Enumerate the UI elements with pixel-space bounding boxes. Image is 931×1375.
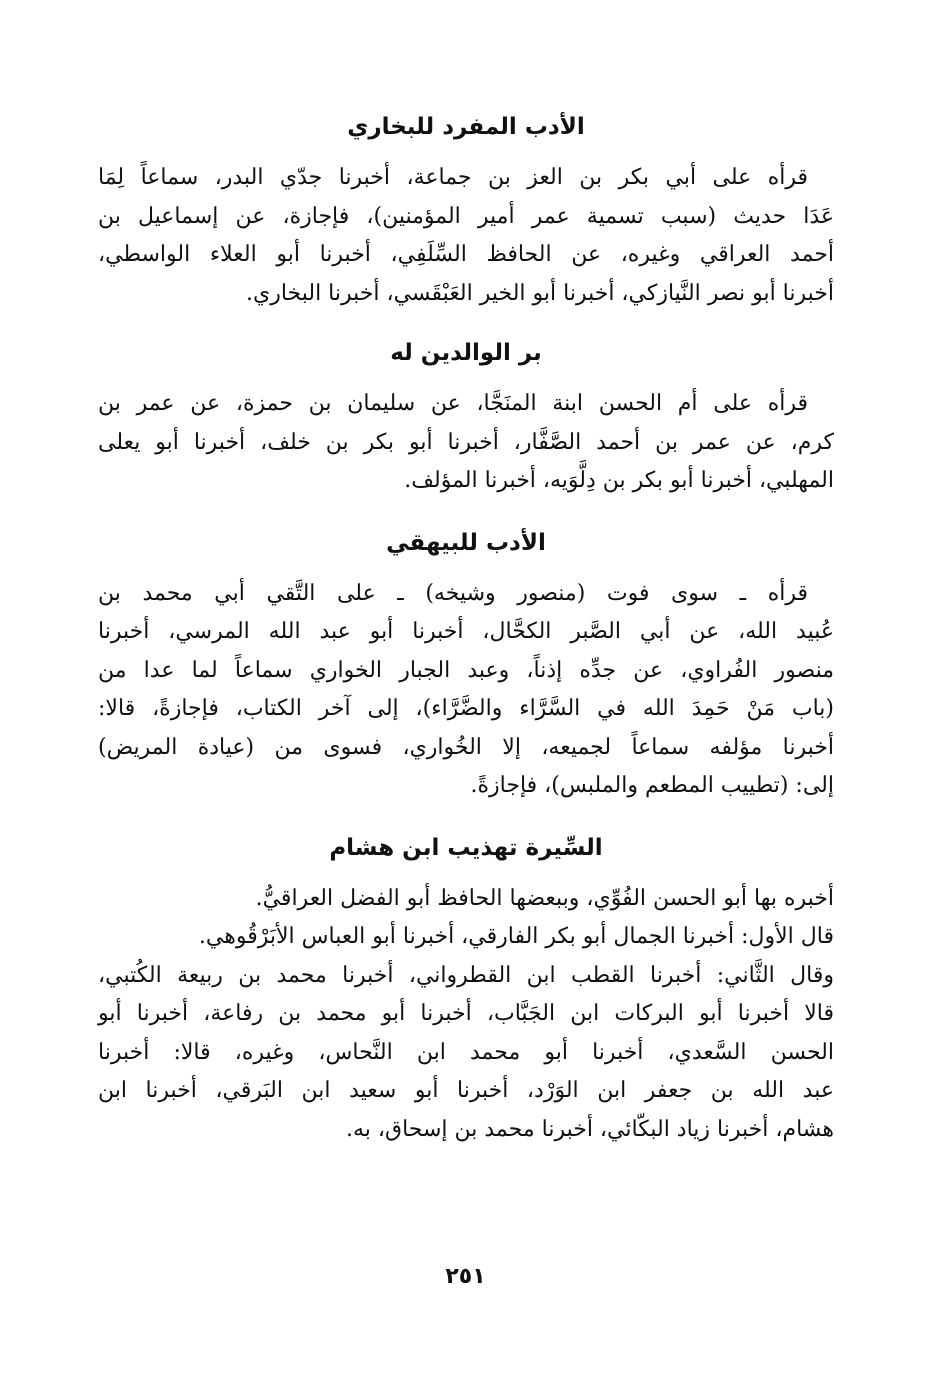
text-line: أخبره بها أبو الحسن الفُوِّي، وببعضها الحافظ أبو الفضل العراقيُّ. [255, 885, 834, 911]
text-line: الحسن السَّعدي، أخبرنا أبو محمد ابن النَّحاس، وغيره، قالا: أخبرنا [98, 1039, 834, 1065]
text-line: إلى: (تطييب المطعم والملبس)، فإجازةً. [470, 773, 834, 798]
section-adab-bayhaqi [98, 521, 834, 806]
section-adab-mufrad [98, 105, 834, 313]
section-paragraph [98, 159, 834, 313]
text-line: قرأه ـ سوى فوت (منصور وشيخه) ـ على التَّقي أبي محمد بن [98, 580, 808, 606]
text-line: وقال الثَّاني: أخبرنا القطب ابن القطرواني، أخبرنا محمد بن ربيعة الكُتبي، [98, 962, 834, 988]
section-sira-ibn-hisham [98, 826, 834, 1150]
text-line: كرم، عن عمر بن أحمد الصَّفَّار، أخبرنا أبو بكر بن خلف، أخبرنا أبو يعلى [98, 429, 834, 455]
text-line: أحمد العراقي وغيره، عن الحافظ السِّلَفِي، أخبرنا أبو العلاء الواسطي، [98, 242, 834, 267]
text-line: أخبرنا مؤلفه سماعاً لجميعه، إلا الخُواري، فسوى من (عيادة المريض) [98, 734, 834, 760]
text-line: عُبيد الله، عن أبي الصَّبر الكحَّال، أخبرنا أبو عبد الله المرسي، أخبرنا [98, 619, 834, 644]
text-line: قال الأول: أخبرنا الجمال أبو بكر الفارقي، أخبرنا أبو العباس الأبَرْقُوهي. [198, 924, 834, 949]
section-heading: الأدب المفرد للبخاري [347, 114, 585, 140]
text-line: عبد الله بن جعفر ابن الوَرْد، أخبرنا أبو سعيد ابن البَرقي، أخبرنا ابن [98, 1078, 834, 1103]
section-paragraph [98, 385, 834, 501]
section-birr-walidayn [98, 331, 834, 501]
section-heading: بر الوالدين له [390, 340, 542, 366]
page-number: ٢٥١ [445, 1264, 486, 1289]
text-line: المهلبي، أخبرنا أبو بكر بن دِلَّوَيه، أخبرنا المؤلف. [404, 468, 834, 493]
section-heading: الأدب للبيهقي [386, 529, 546, 556]
text-line: هشام، أخبرنا زياد البكّائي، أخبرنا محمد بن إسحاق، به. [346, 1116, 834, 1142]
section-paragraph [98, 575, 834, 806]
text-line: قرأه على أم الحسن ابنة المنَجَّا، عن سليمان بن حمزة، عن عمر بن [98, 391, 808, 416]
text-line: أخبرنا أبو نصر النَّيازكي، أخبرنا أبو الخير العَبْقَسي، أخبرنا البخاري. [245, 280, 834, 306]
text-line: (باب مَنْ حَمِدَ الله في السَّرَّاء والضَّرَّاء)، إلى آخر الكتاب، فإجازةً، قالا: [98, 696, 834, 721]
text-line: قالا أخبرنا أبو البركات ابن الجَبَّاب، أخبرنا أبو محمد بن رفاعة، أخبرنا أبو [98, 1001, 834, 1026]
text-line: منصور الفُراوي، عن جدِّه إذناً، وعبد الجبار الخواري سماعاً لما عدا من [98, 657, 834, 683]
section-paragraph [98, 880, 834, 1150]
text-line: عَدَا حديث (سبب تسمية عمر أمير المؤمنين)، فإجازة، عن إسماعيل بن [98, 203, 834, 229]
text-line: قرأه على أبي بكر بن العز بن جماعة، أخبرنا جدّي البدر، سماعاً لِمَا [98, 165, 808, 190]
page-content [98, 105, 834, 1149]
section-heading: السِّيرة تهذيب ابن هشام [329, 834, 603, 861]
